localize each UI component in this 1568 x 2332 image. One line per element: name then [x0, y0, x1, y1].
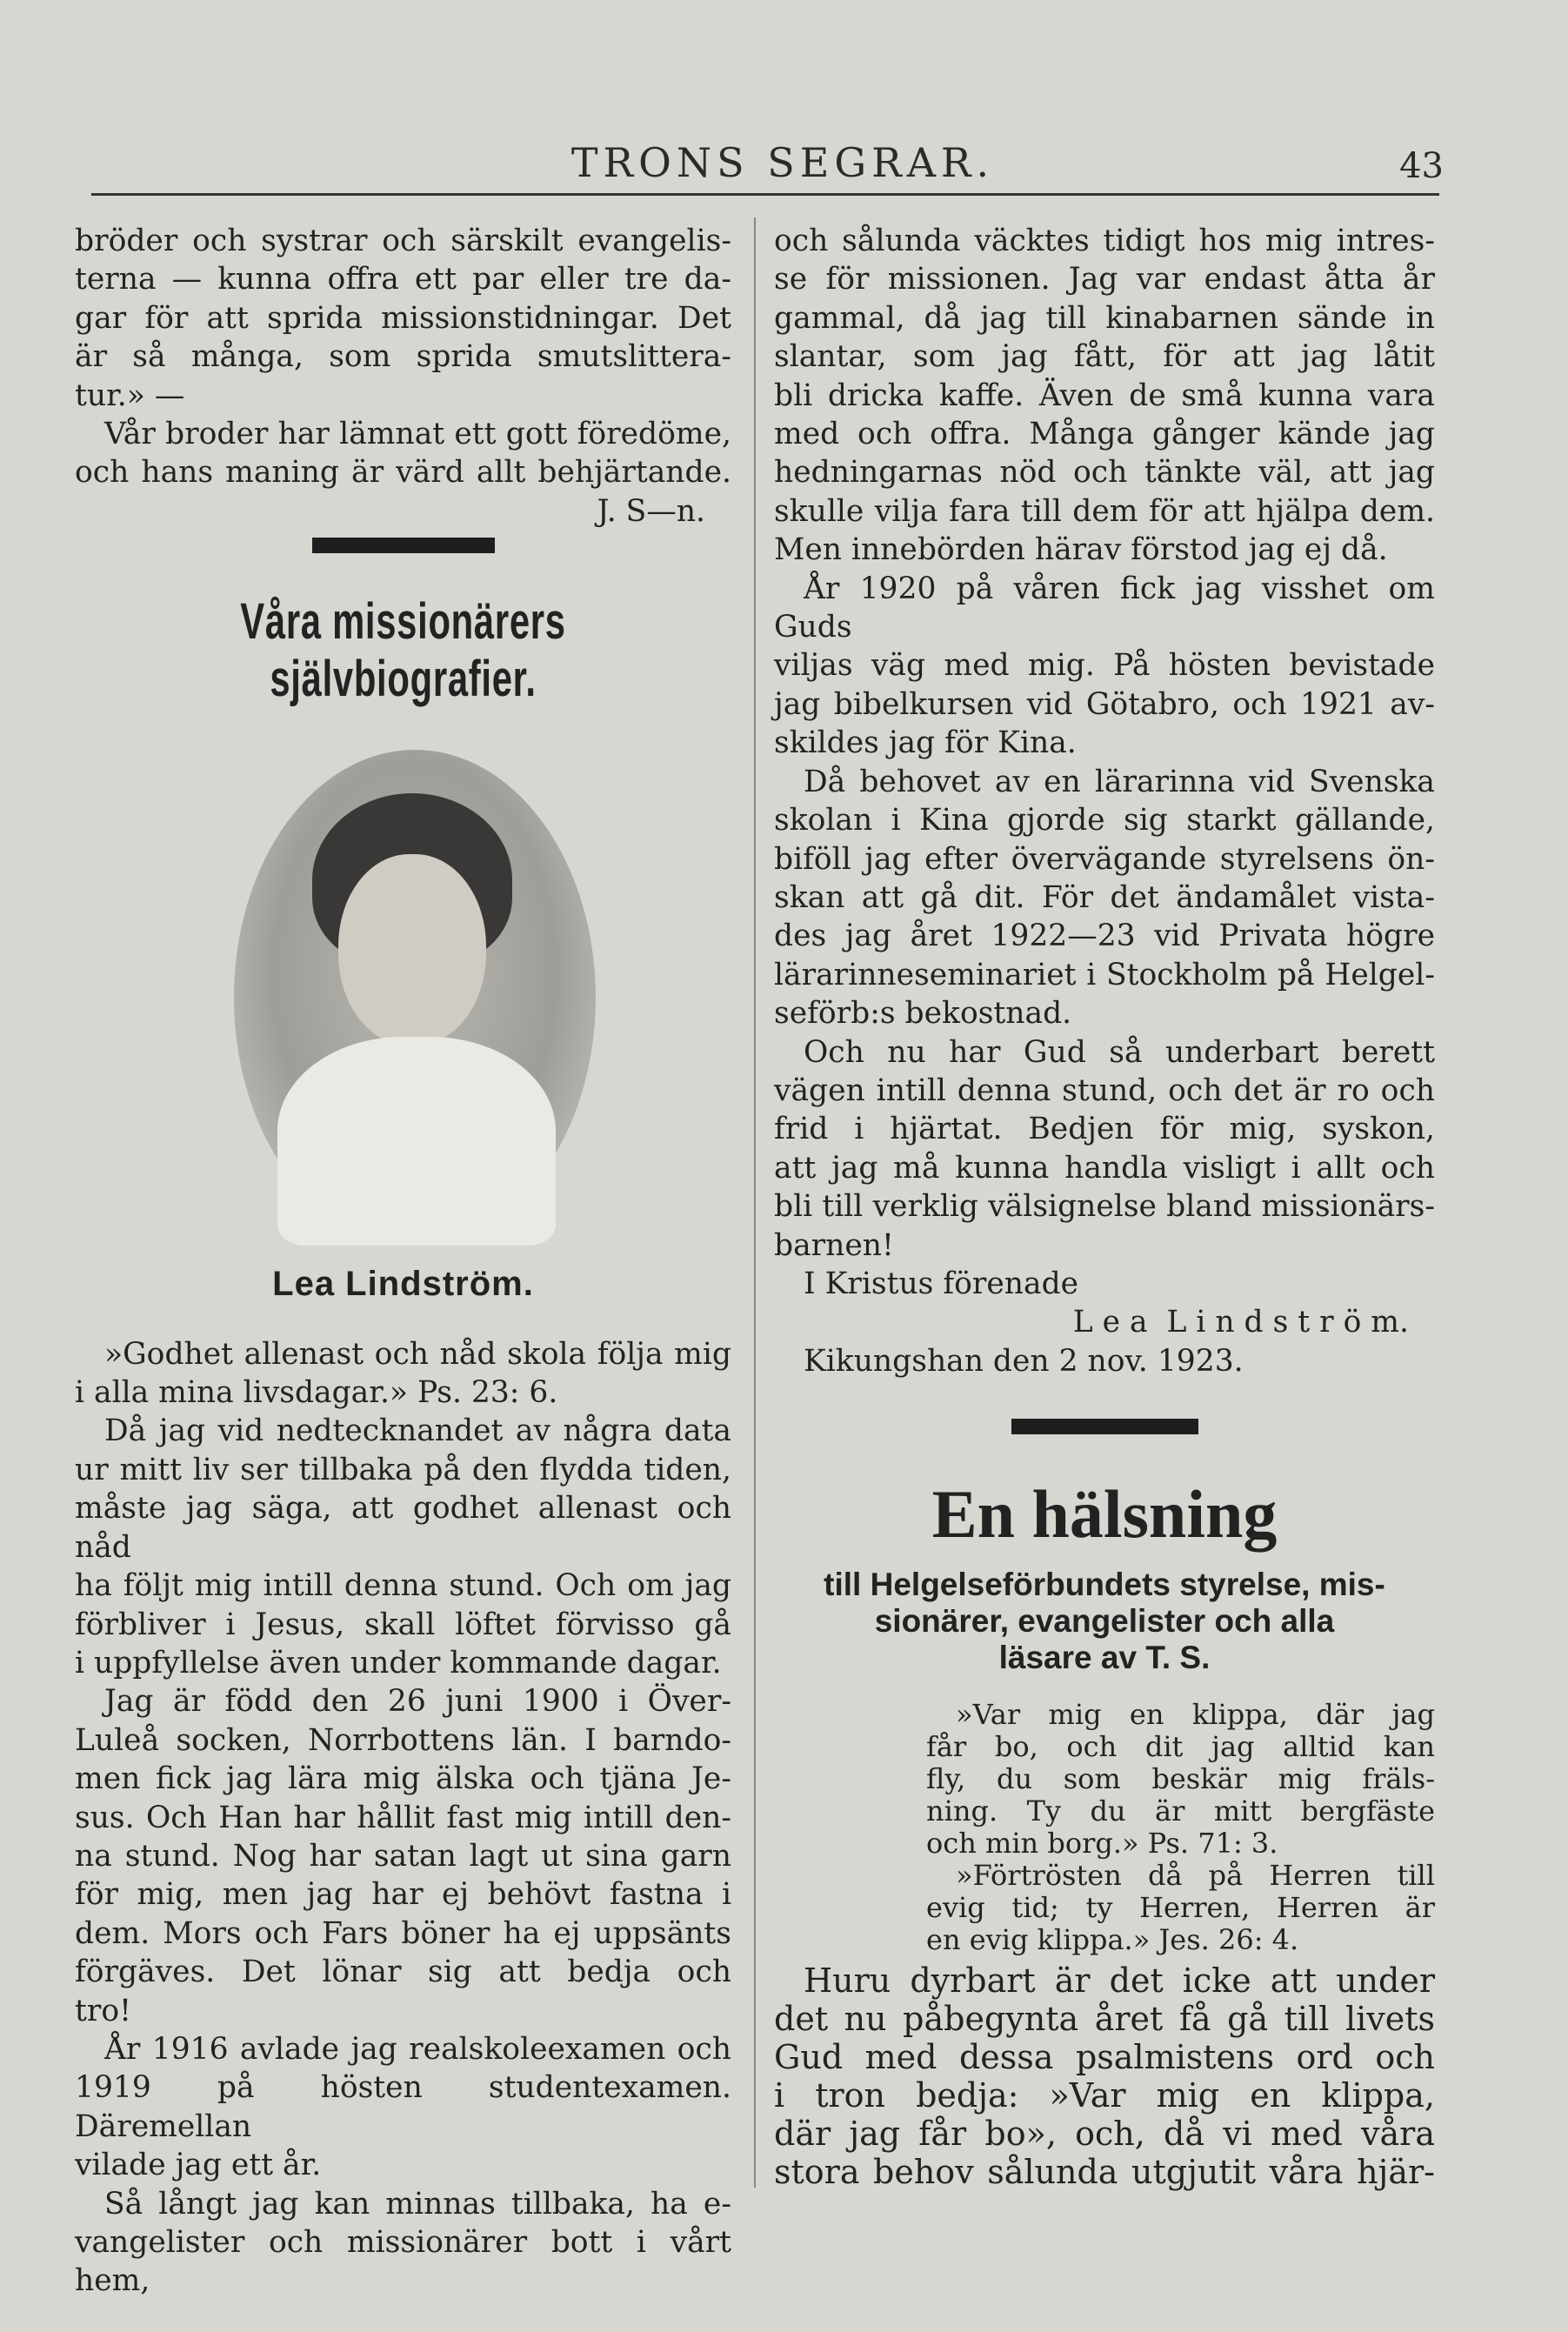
paragraph — [774, 222, 1435, 570]
text-line: får bo, och dit jag alltid kan — [926, 1730, 1435, 1764]
text-line: måste jag säga, att godhet allenast och nåd — [75, 1491, 731, 1565]
text-line: Då jag vid nedtecknandet av några data — [104, 1413, 731, 1449]
text-line: men fick jag lära mig älska och tjäna Je- — [75, 1761, 731, 1797]
text-line: där jag får bo», och, då vi med våra — [774, 2115, 1435, 2154]
text-line: 1919 på hösten studentexamen. Däremellan — [75, 2070, 731, 2144]
text-line: na stund. Nog har satan lagt ut sina garn — [75, 1838, 731, 1874]
text-line: terna — kunna offra ett par eller tre da- — [75, 262, 731, 297]
header-rule — [91, 193, 1439, 196]
text-line: »Godhet allenast och nåd skola följa mig — [104, 1336, 731, 1372]
text-line: i alla mina livsdagar.» Ps. 23: 6. — [75, 1375, 558, 1411]
text-line: tro! — [75, 1993, 131, 2028]
paragraph — [75, 2030, 731, 2185]
text-line: »Förtrösten då på Herren till — [956, 1859, 1435, 1893]
text-line: Luleå socken, Norrbottens län. I barndo- — [75, 1722, 731, 1758]
text-line: skolan i Kina gjorde sig starkt gällande, — [774, 803, 1435, 839]
text-line: År 1916 avlade jag realskoleexamen och — [104, 2031, 731, 2067]
text-line: bli till verklig välsignelse bland missionärs- — [774, 1189, 1435, 1225]
place-date: Kikungshan den 2 nov. 1923. — [804, 1343, 1244, 1379]
running-title: TRONS SEGRAR. — [570, 139, 995, 186]
portrait-oval — [234, 750, 596, 1246]
signature: J. S—n. — [597, 493, 705, 529]
text-line: och min borg.» Ps. 71: 3. — [926, 1827, 1278, 1861]
text-line: Jag är född den 26 juni 1900 i Över- — [104, 1684, 731, 1720]
text-line: fly, du som beskär mig fräls- — [926, 1762, 1435, 1796]
text-line: Vår broder har lämnat ett gott föredöme, — [104, 417, 731, 452]
text-line: Då behovet av en lärarinna vid Svenska — [804, 764, 1435, 799]
text-line: ha följt mig intill denna stund. Och om jag — [75, 1568, 731, 1604]
text-line: i tron bedja: »Var mig en klippa, — [774, 2076, 1435, 2115]
portrait-photo — [75, 750, 731, 1254]
text-line: gar för att sprida missionstidningar. Det — [75, 300, 731, 336]
text-line: med och offra. Många gånger kände jag — [774, 417, 1435, 452]
text-line: i uppfyllelse även under kommande dagar. — [75, 1645, 722, 1681]
paragraph — [774, 570, 1435, 763]
text-line: biföll jag efter övervägande styrelsens ön- — [774, 841, 1435, 877]
left-column — [75, 222, 731, 2301]
intro-paragraph — [75, 222, 731, 415]
column-divider — [754, 217, 756, 2188]
text-line: des jag året 1922—23 vid Privata högre — [774, 919, 1435, 954]
broder-paragraph — [75, 415, 731, 492]
portrait-body — [277, 1037, 556, 1246]
text-line: Men innebörden härav förstod jag ej då. — [774, 532, 1388, 568]
text-line: sus. Och Han har hållit fast mig intill den- — [75, 1800, 731, 1835]
text-line: viljas väg med mig. På hösten bevistade — [774, 648, 1435, 684]
text-line: bli dricka kaffe. Även de små kunna vara — [774, 378, 1435, 413]
text-line: vangelister och missionärer bott i vårt hem, — [75, 2225, 731, 2299]
text-line: förbliver i Jesus, skall löftet förvisso gå — [75, 1607, 731, 1642]
section-divider-bar — [312, 538, 495, 553]
text-line: det nu påbegynta året få gå till livets — [774, 2000, 1435, 2039]
text-line: frid i hjärtat. Bedjen för mig, syskon, — [774, 1112, 1435, 1147]
text-line: År 1920 på våren fick jag visshet om Guds — [774, 571, 1435, 645]
paragraph — [75, 1682, 731, 2030]
scripture-quote — [926, 1860, 1435, 1956]
paragraph — [75, 2185, 731, 2301]
photo-caption: Lea Lindström. — [272, 1265, 534, 1304]
text-line: Huru dyrbart är det icke att under — [804, 1961, 1435, 2001]
text-line: skildes jag för Kina. — [774, 725, 1077, 761]
portrait-face — [338, 854, 486, 1046]
text-line: »Var mig en klippa, där jag — [956, 1698, 1435, 1732]
text-line: att jag må kunna handla visligt i allt och — [774, 1150, 1435, 1186]
paragraph — [75, 1412, 731, 1682]
section-title: Våra missionärers självbiografier. — [240, 593, 566, 708]
text-line: evig tid; ty Herren, Herren är — [926, 1891, 1435, 1925]
scripture-quote — [926, 1699, 1435, 1860]
text-line: ur mitt liv ser tillbaka på den flydda tiden, — [75, 1452, 731, 1487]
greeting-title: En hälsning — [931, 1476, 1278, 1553]
text-line: Gud med dessa psalmistens ord och — [774, 2038, 1435, 2077]
text-line: lärarinneseminariet i Stockholm på Helgel- — [774, 957, 1435, 992]
section-divider-bar — [1011, 1419, 1198, 1434]
subtitle-line: läsare av T. S. — [998, 1640, 1211, 1676]
text-line: skan att gå dit. För det ändamålet vista- — [774, 879, 1435, 915]
motto-paragraph — [75, 1335, 731, 1413]
text-line: hedningarnas nöd och tänkte väl, att jag — [774, 455, 1435, 491]
paragraph — [774, 1033, 1435, 1265]
text-line: seförb:s bekostnad. — [774, 996, 1072, 1032]
text-line: en evig klippa.» Jes. 26: 4. — [926, 1923, 1299, 1957]
paragraph — [774, 763, 1435, 1033]
text-line: stora behov sålunda utgjutit våra hjär- — [774, 2153, 1435, 2192]
right-column — [774, 222, 1435, 2191]
greeting-paragraph — [774, 1961, 1435, 2191]
text-line: slantar, som jag fått, för att jag låtit — [774, 339, 1435, 375]
text-line: för mig, men jag har ej behövt fastna i — [75, 1877, 731, 1913]
greeting-subtitle — [774, 1567, 1435, 1676]
text-line: dem. Mors och Fars böner ha ej uppsänts — [75, 1915, 731, 1951]
subtitle-line: till Helgelseförbundets styrelse, mis- — [824, 1567, 1385, 1603]
text-line: skulle vilja fara till dem för att hjälpa dem. — [774, 493, 1435, 529]
author-signature: L e a L i n d s t r ö m. — [1072, 1305, 1409, 1340]
text-line: Och nu har Gud så underbart berett — [804, 1034, 1435, 1070]
subtitle-line: sionärer, evangelister och alla — [874, 1603, 1335, 1640]
closing-line: I Kristus förenade — [804, 1266, 1079, 1301]
text-line: och hans maning är värd allt behjärtande. — [75, 455, 731, 491]
page-number: 43 — [1399, 146, 1444, 186]
text-line: bröder och systrar och särskilt evangelis- — [75, 224, 731, 258]
text-line: Så långt jag kan minnas tillbaka, ha e- — [104, 2186, 731, 2222]
text-line: barnen! — [774, 1227, 894, 1263]
text-line: är så många, som sprida smutslittera- — [75, 339, 731, 375]
text-line: se för missionen. Jag var endast åtta år — [774, 262, 1435, 297]
text-line: ning. Ty du är mitt bergfäste — [926, 1794, 1435, 1828]
text-line: gammal, då jag till kinabarnen sände in — [774, 300, 1435, 336]
text-line: tur.» — — [75, 378, 185, 413]
text-line: och sålunda väcktes tidigt hos mig intres- — [774, 224, 1435, 258]
text-line: vägen intill denna stund, och det är ro och — [774, 1072, 1435, 1108]
text-line: förgäves. Det lönar sig att bedja och — [75, 1954, 731, 1990]
text-line: vilade jag ett år. — [75, 2148, 322, 2183]
text-line: jag bibelkursen vid Götabro, och 1921 av- — [774, 686, 1435, 722]
